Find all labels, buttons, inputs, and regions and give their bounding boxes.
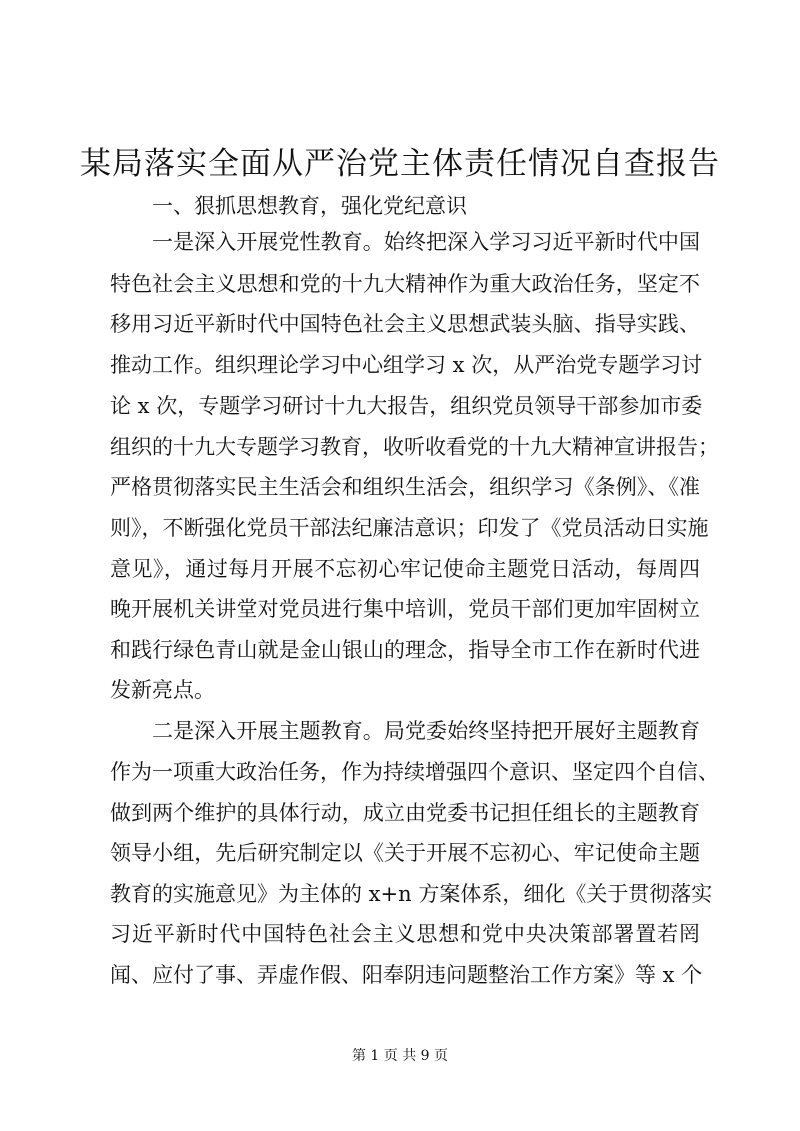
paragraph-line: 移用习近平新时代中国特色社会主义思想武装头脑、指导实践、 <box>110 312 700 336</box>
paragraph-line: 作为一项重大政治任务，作为持续增强四个意识、坚定四个自信、 <box>110 760 719 784</box>
paragraph-line: 晚开展机关讲堂对党员进行集中培训，党员干部们更加牢固树立 <box>110 597 700 621</box>
section-heading: 一、狠抓思想教育，强化党纪意识 <box>152 194 467 218</box>
paragraph-line: 特色社会主义思想和党的十九大精神作为重大政治任务，坚定不 <box>110 272 700 296</box>
paragraph-line: 领导小组，先后研究制定以《关于开展不忘初心、牢记使命主题 <box>110 841 700 865</box>
paragraph-line: 习近平新时代中国特色社会主义思想和党中央决策部署置若罔 <box>110 922 700 946</box>
paragraph-line: 闻、应付了事、弄虚作假、阳奉阴违问题整治工作方案》等 x 个 <box>110 963 703 987</box>
paragraph-line: 严格贯彻落实民主生活会和组织生活会，组织学习《条例》、《准 <box>110 475 700 499</box>
paragraph-line: 组织的十九大专题学习教育，收听收看党的十九大精神宣讲报告； <box>110 435 719 459</box>
paragraph-line: 发新亮点。 <box>110 678 215 702</box>
paragraph-line: 推动工作。组织理论学习中心组学习 x 次，从严治党专题学习讨 <box>110 353 703 377</box>
paragraph-line: 一是深入开展党性教育。始终把深入学习习近平新时代中国 <box>152 230 700 254</box>
document-title: 某局落实全面从严治党主体责任情况自查报告 <box>80 146 720 182</box>
paragraph-line: 论 x 次，专题学习研讨十九大报告，组织党员领导干部参加市委 <box>110 394 703 418</box>
paragraph-line: 做到两个维护的具体行动，成立由党委书记担任组长的主题教育 <box>110 801 700 825</box>
paragraph-line: 和践行绿色青山就是金山银山的理念，指导全市工作在新时代进 <box>110 638 700 662</box>
page-number-footer: 第 1 页 共 9 页 <box>351 1048 449 1064</box>
paragraph-line: 教育的实施意见》为主体的 x+n 方案体系，细化《关于贯彻落实 <box>110 882 713 906</box>
paragraph-line: 二是深入开展主题教育。局党委始终坚持把开展好主题教育 <box>152 719 700 743</box>
paragraph-line: 意见》，通过每月开展不忘初心牢记使命主题党日活动，每周四 <box>110 557 700 581</box>
paragraph-line: 则》，不断强化党员干部法纪廉洁意识；印发了《党员活动日实施 <box>110 516 709 540</box>
